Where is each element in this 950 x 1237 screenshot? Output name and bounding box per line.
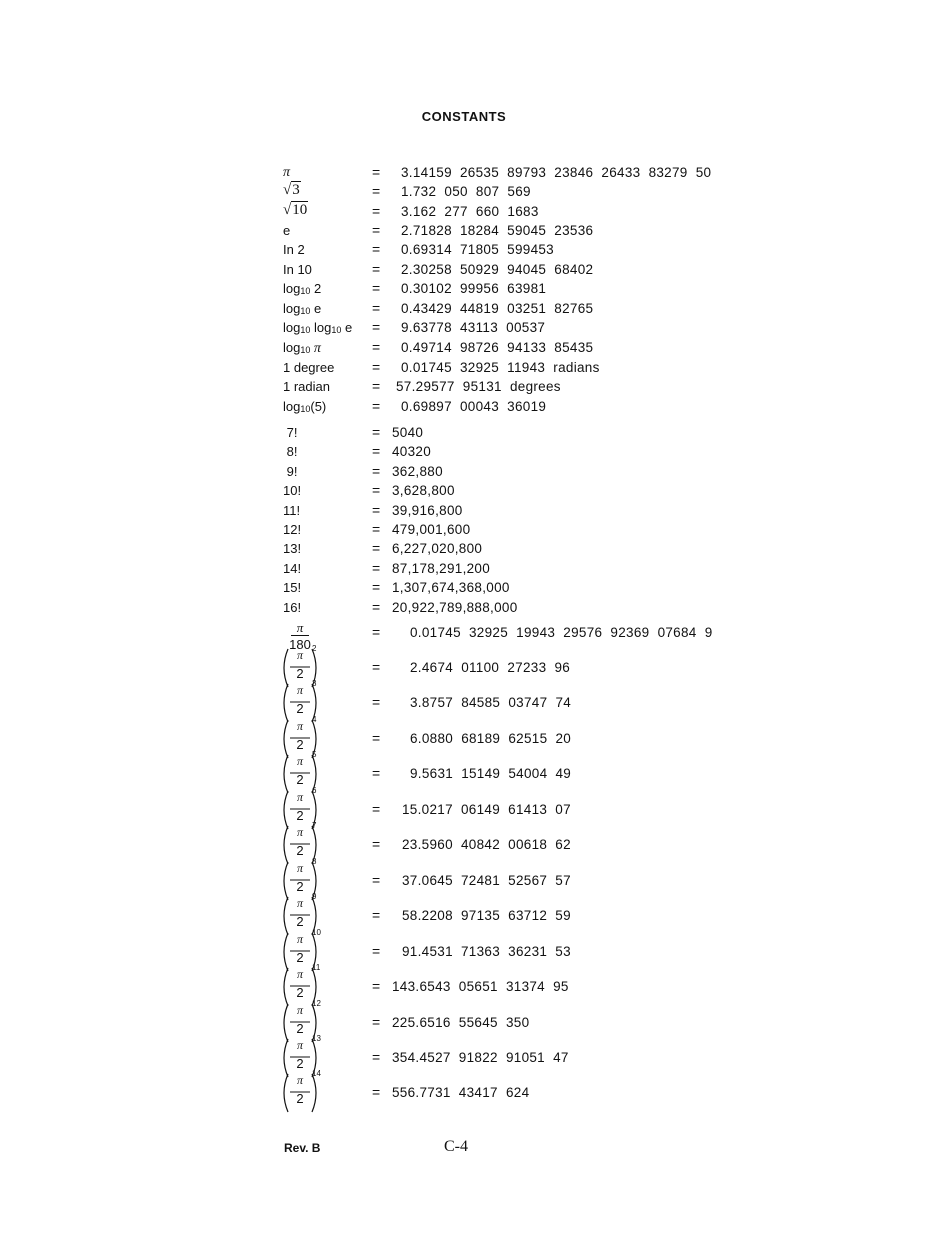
exponent: 5: [312, 750, 317, 759]
equals-sign: =: [372, 339, 381, 355]
pi-symbol: π: [296, 648, 303, 662]
pi-symbol: π: [296, 719, 303, 733]
exponent: 14: [312, 1069, 321, 1078]
equals-sign: =: [372, 599, 381, 615]
exponent: 7: [312, 821, 317, 830]
factorial-value: 479,001,600: [392, 522, 471, 537]
value-radian: 57.29577 95131 degrees: [396, 379, 561, 394]
value-sqrt3: 1.732 050 807 569: [401, 184, 531, 199]
half-pi-power-value: 58.2208 97135 63712 59: [402, 908, 571, 923]
equals-sign: =: [372, 943, 381, 959]
label-log5: log10(5): [283, 399, 327, 414]
pi-symbol: π: [296, 1038, 303, 1052]
pi-symbol: π: [296, 932, 303, 946]
factorial-label: 14!: [283, 561, 302, 576]
value-logpi: 0.49714 98726 94133 85435: [401, 340, 594, 355]
equals-sign: =: [372, 443, 381, 459]
label-logloge: log10 log10 e: [283, 320, 353, 335]
pi-symbol: π: [296, 896, 303, 910]
half-pi-power-value: 2.4674 01100 27233 96: [410, 660, 571, 675]
half-pi-power-value: 143.6543 05651 31374 95: [392, 979, 569, 994]
pi-symbol: π: [296, 1003, 303, 1017]
denominator: 2: [296, 1021, 304, 1036]
equals-sign: =: [372, 659, 381, 675]
equals-sign: =: [372, 1014, 381, 1030]
denominator: 2: [296, 737, 304, 752]
denominator: 2: [296, 985, 304, 1000]
factorial-value: 87,178,291,200: [392, 561, 491, 576]
equals-sign: =: [372, 398, 381, 414]
half-pi-power-value: 354.4527 91822 91051 47: [392, 1050, 569, 1065]
exponent: 9: [312, 892, 317, 901]
label-pi-over-180: $\frac{\pi}{180}$: [289, 620, 311, 652]
equals-sign: =: [372, 540, 381, 556]
page-title: CONSTANTS: [421, 109, 507, 124]
half-pi-power-label: [281, 750, 327, 792]
label-ln2: In 2: [283, 242, 305, 257]
factorial-value: 1,307,674,368,000: [392, 580, 510, 595]
equals-sign: =: [372, 378, 381, 394]
equals-sign: =: [372, 765, 381, 781]
pi-symbol: π: [296, 967, 303, 981]
half-pi-power-label: [281, 821, 327, 863]
equals-sign: =: [372, 280, 381, 296]
page-number: C-4: [444, 1138, 468, 1155]
value-ln2: 0.69314 71805 599453: [401, 242, 554, 257]
half-pi-power-value: 9.5631 15149 54004 49: [410, 766, 572, 781]
factorial-value: 40320: [392, 444, 432, 459]
factorial-value: 362,880: [392, 464, 443, 479]
denominator: 2: [296, 772, 304, 787]
equals-sign: =: [372, 872, 381, 888]
value-e: 2.71828 18284 59045 23536: [401, 223, 594, 238]
factorial-value: 6,227,020,800: [392, 541, 483, 556]
value-logloge: 9.63778 43113 00537: [401, 320, 546, 335]
pi-symbol: π: [296, 683, 303, 697]
denominator: 2: [296, 914, 304, 929]
factorial-label: 11!: [283, 503, 301, 518]
factorial-value: 5040: [392, 425, 424, 440]
exponent: 6: [312, 786, 317, 795]
equals-sign: =: [372, 183, 381, 199]
equals-sign: =: [372, 801, 381, 817]
equals-sign: =: [372, 164, 381, 180]
equals-sign: =: [372, 694, 381, 710]
denominator: 2: [296, 808, 304, 823]
label-logpi: log10 π: [283, 340, 321, 356]
exponent: 12: [312, 999, 321, 1008]
factorial-label: 16!: [283, 600, 302, 615]
factorial-label: 12!: [283, 522, 302, 537]
equals-sign: =: [372, 482, 381, 498]
half-pi-power-label: [281, 644, 327, 686]
value-sqrt10: 3.162 277 660 1683: [401, 204, 539, 219]
equals-sign: =: [372, 359, 381, 375]
denominator: 2: [296, 879, 304, 894]
label-ln10: In 10: [283, 262, 312, 277]
half-pi-power-value: 37.0645 72481 52567 57: [402, 873, 571, 888]
exponent: 2: [312, 644, 317, 653]
equals-sign: =: [372, 203, 381, 219]
half-pi-power-value: 225.6516 55645 350: [392, 1015, 530, 1030]
factorial-value: 20,922,789,888,000: [392, 600, 518, 615]
denominator: 2: [296, 666, 304, 681]
factorial-label: 9!: [283, 464, 298, 479]
equals-sign: =: [372, 836, 381, 852]
equals-sign: =: [372, 907, 381, 923]
value-log2: 0.30102 99956 63981: [401, 281, 547, 296]
label-log2: log10 2: [283, 281, 322, 296]
value-loge: 0.43429 44819 03251 82765: [401, 301, 594, 316]
denominator: 2: [296, 950, 304, 965]
equals-sign: =: [372, 560, 381, 576]
denominator: 2: [296, 1091, 304, 1106]
factorial-label: 8!: [283, 444, 298, 459]
equals-sign: =: [372, 319, 381, 335]
pi-symbol: π: [296, 790, 303, 804]
equals-sign: =: [372, 222, 381, 238]
value-degree: 0.01745 32925 11943 radians: [401, 360, 600, 375]
label-sqrt3: √3: [283, 182, 300, 198]
factorial-label: 10!: [283, 483, 302, 498]
equals-sign: =: [372, 241, 381, 257]
half-pi-power-value: 91.4531 71363 36231 53: [402, 944, 571, 959]
half-pi-power-label: [281, 715, 327, 757]
equals-sign: =: [372, 300, 381, 316]
label-degree: 1 degree: [283, 360, 335, 375]
denominator: 2: [296, 1056, 304, 1071]
equals-sign: =: [372, 424, 381, 440]
equals-sign: =: [372, 730, 381, 746]
value-log5: 0.69897 00043 36019: [401, 399, 547, 414]
equals-sign: =: [372, 261, 381, 277]
equals-sign: =: [372, 1049, 381, 1065]
pi-symbol: π: [296, 754, 303, 768]
exponent: 11: [312, 963, 321, 972]
equals-sign: =: [372, 521, 381, 537]
label-e: e: [283, 223, 291, 238]
factorial-value: 3,628,800: [392, 483, 455, 498]
half-pi-power-value: 6.0880 68189 62515 20: [410, 731, 572, 746]
exponent: 4: [312, 715, 317, 724]
half-pi-power-value: 23.5960 40842 00618 62: [402, 837, 571, 852]
value-pi: 3.14159 26535 89793 23846 26433 83279 50: [401, 165, 712, 180]
half-pi-power-value: 556.7731 43417 624: [392, 1085, 530, 1100]
half-pi-power-label: [281, 857, 327, 899]
label-sqrt10: √10: [283, 202, 308, 218]
equals-sign: =: [372, 579, 381, 595]
value-pi-over-180: 0.01745 32925 19943 29576 92369 07684 9: [410, 625, 713, 640]
denominator: 2: [296, 843, 304, 858]
exponent: 13: [312, 1034, 321, 1043]
half-pi-power-value: 15.0217 06149 61413 07: [402, 802, 571, 817]
half-pi-power-label: [281, 1069, 327, 1111]
half-pi-power-value: 3.8757 84585 03747 74: [410, 695, 572, 710]
denominator: 2: [296, 701, 304, 716]
label-radian: 1 radian: [283, 379, 330, 394]
equals-sign: =: [372, 978, 381, 994]
half-pi-power-label: [281, 679, 327, 721]
label-loge: log10 e: [283, 301, 322, 316]
factorial-value: 39,916,800: [392, 503, 463, 518]
equals-sign: =: [372, 502, 381, 518]
equals-sign: =: [372, 463, 381, 479]
factorial-label: 13!: [283, 541, 302, 556]
pi-symbol: π: [296, 861, 303, 875]
equals-sign: =: [372, 624, 381, 640]
value-ln10: 2.30258 50929 94045 68402: [401, 262, 594, 277]
pi-symbol: π: [296, 1073, 303, 1087]
half-pi-power-label: [281, 786, 327, 828]
equals-sign: =: [372, 1084, 381, 1100]
revision-label: Rev. B: [284, 1141, 321, 1155]
label-pi: π: [283, 165, 291, 180]
factorial-label: 15!: [283, 580, 302, 595]
exponent: 8: [312, 857, 317, 866]
factorial-label: 7!: [283, 425, 298, 440]
exponent: 3: [312, 679, 317, 688]
pi-symbol: π: [296, 825, 303, 839]
exponent: 10: [312, 928, 321, 937]
